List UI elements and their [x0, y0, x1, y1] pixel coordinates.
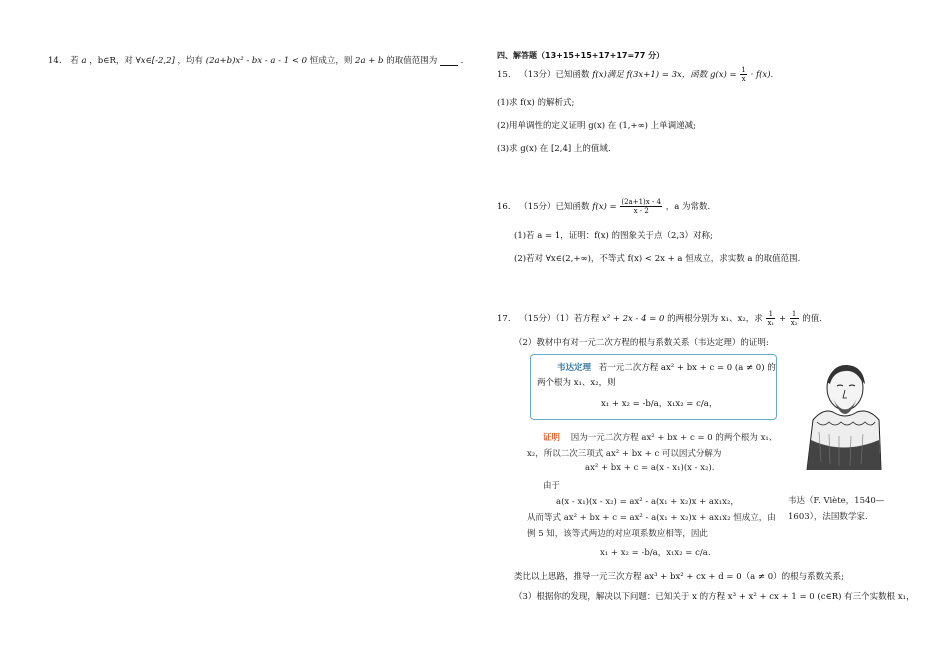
question-17	[497, 310, 822, 327]
section-heading: 四、解答题（13+15+15+17+17=77 分）	[497, 51, 665, 60]
q17-equation: x² + 2x - 4 = 0	[601, 314, 665, 324]
q16-f-fraction	[620, 198, 662, 215]
q16-f-denominator: x - 2	[633, 207, 649, 215]
q17-f1-denominator: x₁	[767, 319, 775, 327]
q17-p1-pre: （15分）（1）若方程	[519, 314, 600, 324]
q16-f-pre: f(x) =	[592, 202, 617, 212]
theorem-text: 若一元二次方程 ax² + bx + c = 0 (a ≠ 0) 的	[598, 363, 776, 373]
q17-f2-denominator: x₂	[790, 319, 798, 327]
q15-g-fraction	[740, 66, 746, 83]
q14-text-b: ，b∈R，对	[89, 56, 133, 66]
proof-line-7: 例 5 知，该等式两边的对应项系数应相等，因此	[527, 529, 708, 539]
q17-part-3: （3）根据你的发现，解决以下问题：已知关于 x 的方程 x³ + x² + cx + 1 = 0 (c∈R) 有三个实数根 x₁，	[514, 592, 915, 602]
q17-f1-numerator: 1	[766, 310, 775, 319]
q15-g-numerator: 1	[741, 66, 746, 74]
q17-p1-end: 的值.	[802, 314, 822, 324]
q15-part-3: (3)求 g(x) 在 [2,4] 上的值域.	[497, 144, 611, 154]
proof-line-1	[543, 431, 777, 443]
question-15	[497, 66, 773, 83]
theorem-formula: x₁ + x₂ = -b/a，x₁x₂ = c/a，	[601, 399, 718, 409]
q16-f-post: ，a 为常数.	[665, 202, 711, 212]
q17-f2-numerator: 1	[790, 310, 799, 319]
q14-var-a: a	[81, 56, 87, 66]
question-14	[48, 54, 463, 66]
proof-text-1: 因为一元二次方程 ax² + bx + c = 0 的两个根为 x₁、	[570, 433, 778, 443]
q14-inequality: (2a+b)x² - bx - a - 1 < 0	[205, 56, 308, 66]
q17-fraction-2	[790, 310, 799, 327]
q15-gdef-pre: g(x) =	[709, 70, 737, 80]
q14-text-a: 若	[70, 56, 79, 66]
proof-line-6: 从而等式 ax² + bx + c = ax² - a(x₁ + x₂)x + ax₁x₂ 恒成立，由	[527, 513, 776, 523]
q17-plus: +	[778, 314, 787, 324]
q14-number: 14.	[48, 56, 62, 66]
q14-text-e: 的取值范围为	[386, 56, 438, 66]
theorem-line-1	[557, 361, 776, 373]
q14-expr: 2a + b	[355, 56, 384, 66]
q16-f-numerator: (2a+1)x - 4	[621, 198, 661, 206]
proof-line-8: x₁ + x₂ = -b/a，x₁x₂ = c/a.	[600, 548, 711, 558]
q15-score: （13分）已知函数	[519, 70, 590, 80]
q16-number: 16.	[497, 202, 511, 212]
q14-cond: ∀x∈[-2,2]	[135, 56, 175, 66]
proof-line-3: ax² + bx + c = a(x - x₁)(x - x₂).	[585, 463, 715, 473]
proof-line-2: x₂，所以二次三项式 ax² + bx + c 可以因式分解为	[527, 449, 722, 459]
proof-line-5: a(x - x₁)(x - x₂) = ax² - a(x₁ + x₂)x + ax₁x₂，	[556, 497, 739, 507]
q16-score: （15分）已知函数	[519, 202, 590, 212]
q14-end: .	[460, 56, 464, 66]
q17-number: 17.	[497, 314, 511, 324]
q16-part-2: (2)若对 ∀x∈(2,+∞)，不等式 f(x) < 2x + a 恒成立，求实数 a 的取值范围.	[514, 254, 801, 264]
portrait-caption-1: 韦达（F. Viète，1540—	[788, 496, 885, 506]
portrait-caption-2: 1603），法国数学家.	[788, 512, 868, 522]
proof-title: 证明	[543, 433, 561, 443]
question-16	[497, 198, 710, 215]
q15-fdef: f(x)满足 f(3x+1) = 3x，函数	[592, 70, 708, 80]
q14-text-d: 恒成立，则	[309, 56, 353, 66]
theorem-text-2: 两个根为 x₁、x₂，则	[537, 378, 616, 388]
q14-text-c: ，均有	[177, 56, 204, 66]
q15-gdef-post: · f(x).	[750, 70, 774, 80]
viete-portrait-image	[803, 360, 883, 470]
theorem-title: 韦达定理	[557, 363, 592, 373]
q15-g-denominator: x	[741, 75, 746, 83]
q15-part-1: (1)求 f(x) 的解析式;	[497, 98, 575, 108]
q17-part-2: （2）教材中有对一元二次方程的根与系数关系（韦达定理）的证明:	[514, 338, 769, 348]
q17-analog: 类比以上思路，推导一元三次方程 ax³ + bx² + cx + d = 0（a ≠ 0）的根与系数关系;	[514, 572, 844, 582]
q16-part-1: (1)若 a = 1，证明：f(x) 的图象关于点（2,3）对称;	[514, 231, 713, 241]
theorem-box	[530, 354, 777, 420]
q15-number: 15.	[497, 70, 511, 80]
answer-blank[interactable]	[440, 57, 458, 66]
q17-fraction-1	[766, 310, 775, 327]
q15-part-2: (2)用单调性的定义证明 g(x) 在 (1,+∞) 上单调递减;	[497, 121, 697, 131]
proof-line-4: 由于	[543, 481, 561, 491]
q17-p1-mid: 的两根分别为 x₁、x₂，求	[667, 314, 763, 324]
